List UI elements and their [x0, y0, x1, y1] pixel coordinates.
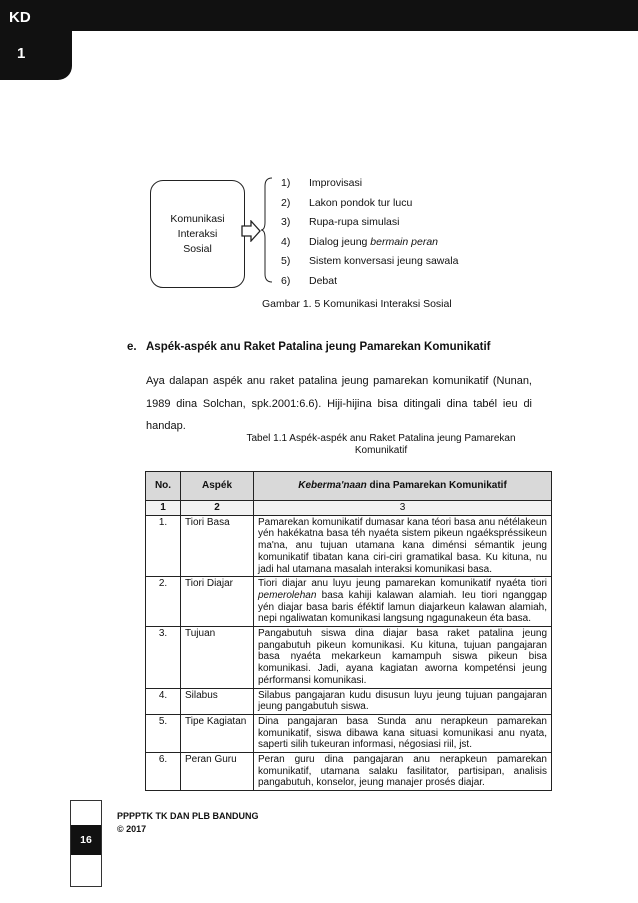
kd-label: KD — [9, 9, 31, 26]
figure-caption: Gambar 1. 5 Komunikasi Interaksi Sosial — [262, 298, 452, 310]
header-no: No. — [146, 472, 181, 501]
footer-line2: © 2017 — [117, 824, 147, 834]
table-row: 5. Tipe Kagiatan Dina pangajaran basa Sunda anu nerapkeun pamarekan komunikatif, siswa dibawa kana situasi komunikasi anu nyata, saperti silih tukeuran informasi, négosiasi riil, jst. — [146, 714, 552, 752]
list-item: 1) Improvisasi — [281, 177, 363, 189]
kd-number: 1 — [17, 45, 26, 62]
method-list — [281, 174, 458, 291]
right-arrow-icon — [241, 220, 261, 242]
box-line: Sosial — [183, 242, 212, 255]
footer-line1: PPPPTK TK DAN PLB BANDUNG — [117, 811, 259, 821]
aspects-table — [145, 471, 552, 791]
header-desc: Keberma'naan dina Pamarekan Komunikatif — [254, 472, 552, 501]
section-title: Aspék-aspék anu Raket Patalina jeung Pamarekan Komunikatif — [146, 341, 491, 353]
box-line: Interaksi — [177, 227, 218, 240]
section-label: e. — [127, 341, 137, 353]
list-item: 6) Debat — [281, 274, 338, 287]
page-tab — [70, 800, 102, 887]
section-heading — [127, 341, 490, 353]
list-item: 2) Lakon pondok tur lucu — [281, 196, 413, 209]
table-row: 4. Silabus Silabus pangajaran kudu disusun luyu jeung tujuan pangajaran jeung pangabutuh siswa. — [146, 688, 552, 714]
table-row: 1. Tiori Basa Pamarekan komunikatif dumasar kana téori basa anu nétélakeun yén hakékatna basa téh nyaéta sistem pikeun ngaékspréssikeun ma'na, anu tujuan utamana kana diménsi sémantik jeung komunikatif tibatan kana ciri-ciri gramatikal basa. Ku kituna, nu jadi hal utamana masalah interaksi komunikasi basa. — [146, 515, 552, 577]
list-item: 3) Rupa-rupa simulasi — [281, 216, 400, 228]
header-aspek: Aspék — [181, 472, 254, 501]
table-index-row: 1 2 3 — [146, 501, 552, 516]
table-header-row — [146, 472, 552, 501]
kd-tab — [0, 0, 72, 80]
list-item: 5) Sistem konversasi jeung sawala — [281, 255, 459, 267]
box-line: Komunikasi — [170, 212, 225, 225]
table-row: 2. Tiori Diajar Tiori diajar anu luyu jeung pamarekan komunikatif nyaéta tiori pemerolehan basa kahiji kalawan alamiah. Ieu tiori nganggap yén diajar basa baris éféktif lamun diajarkeun kalawan alamiah, nepi ngaliwatan komunikasi langsung ngagunakeun éta basa. — [146, 577, 552, 627]
section-paragraph: Aya dalapan aspék anu raket patalina jeung pamarekan komunikatif (Nunan, 1989 dina Solchan, spk.2001:6.6). Hiji-hijina bisa ditingali dina tabél ieu di handap. — [146, 375, 532, 432]
top-bar — [0, 0, 638, 31]
list-item: 4) Dialog jeung bermain peran — [281, 235, 439, 248]
page-number: 16 — [71, 825, 101, 855]
table-row: 6. Peran Guru Peran guru dina pangajaran anu nerapkeun pamarekan komunikatif, utamana salaku fasilitator, partisipan, analisis pangabutuh, konselor, jeung manajer prosés diajar. — [146, 753, 552, 791]
table-caption: Tabel 1.1 Aspék-aspék anu Raket Patalina jeung Pamarekan Komunikatif — [246, 433, 516, 456]
table-row: 3. Tujuan Pangabutuh siswa dina diajar basa raket patalina jeung pangabutuh pikeun komunikasi. Ku kituna, tujuan pangajaran basa nyaéta mekarkeun kamampuh siswa pikeun bisa komunikasi. Jadi, ayana kagiatan aworna kompeténsi jeung pérformansi komunikasi. — [146, 627, 552, 689]
brace-icon — [260, 176, 274, 284]
footer-publisher — [117, 810, 259, 836]
communication-box — [150, 180, 245, 288]
